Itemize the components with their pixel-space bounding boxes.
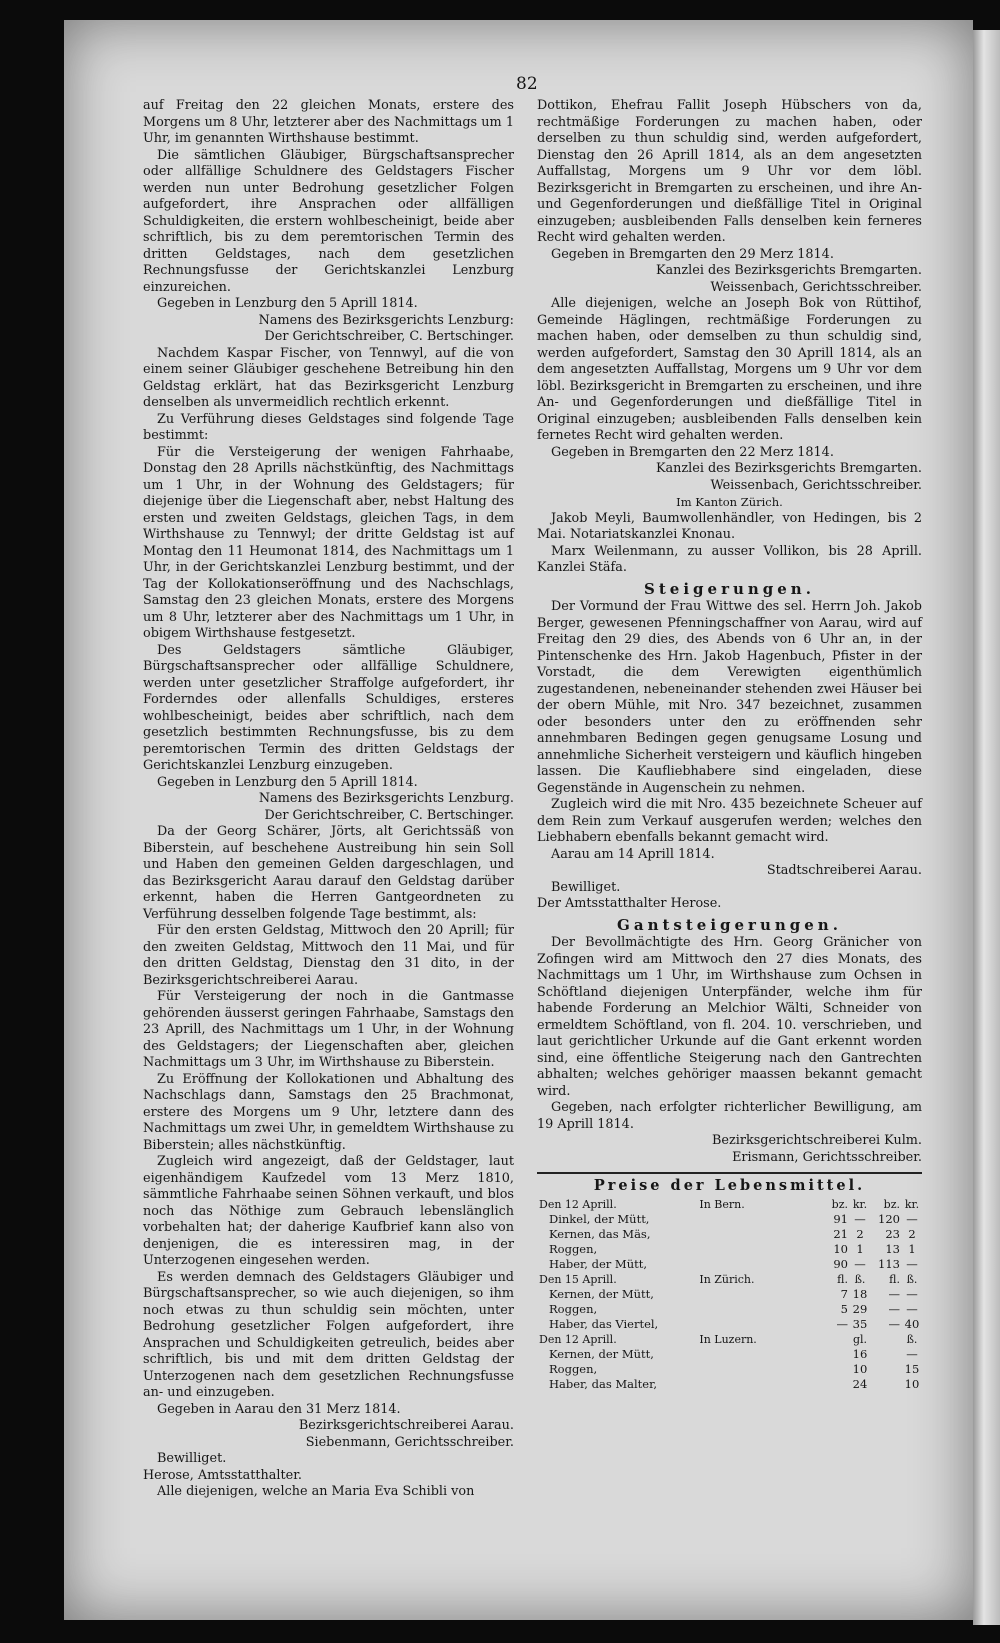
notice-3-date: Gegeben in Aarau den 31 Merz 1814.	[157, 1401, 401, 1417]
price-value: 90	[833, 1256, 848, 1271]
price-value: 1	[908, 1241, 916, 1256]
price-value: —	[906, 1286, 918, 1301]
price-item: Haber, der Mütt,	[549, 1256, 647, 1271]
zurich-entry-1: Jakob Meyli, Baumwollenhändler, von Hedingen, bis 2 Mai. Notariatskanzlei Knonau.	[537, 510, 922, 542]
steigerungen-heading: Steigerungen.	[644, 579, 815, 598]
steigerungen-official: Der Amtsstatthalter Herose.	[537, 896, 722, 911]
price-value: 29	[852, 1301, 868, 1316]
notice-2-date: Gegeben in Lenzburg den 5 Aprill 1814.	[157, 774, 418, 790]
notice-2-signature-1: Namens des Bezirksgerichts Lenzburg.	[258, 791, 514, 806]
notice-4-signature-2: Weissenbach, Gerichtsschreiber.	[710, 279, 922, 295]
price-value: —	[888, 1316, 900, 1331]
notice-3-para-4: Zu Eröffnung der Kollokationen und Abhaltung des Nachschlags dann, Samstags den 25 Brachmonat, erstere des Morgens um 9 Uhr, letztere dann des Nachmittags um zwei Uhr, in gemeldtem Wirthshause zu Biberstein; alles nächstkünftig.	[143, 1071, 514, 1153]
notice-3-approved: Bewilliget.	[157, 1451, 227, 1466]
price-item: Dinkel, der Mütt,	[549, 1211, 650, 1226]
right-column	[537, 98, 922, 1392]
prices-unit: fl.	[837, 1272, 848, 1286]
price-value: 2	[856, 1226, 864, 1241]
page-number: 82	[516, 74, 538, 94]
price-value: —	[888, 1286, 900, 1301]
next-page-edge	[973, 30, 1000, 1625]
price-value	[818, 1362, 850, 1377]
price-item: Roggen,	[549, 1361, 598, 1376]
price-value: —	[854, 1211, 866, 1226]
prices-title: Preise der Lebensmittel.	[593, 1177, 866, 1194]
price-value: 40	[904, 1316, 920, 1331]
notice-2-para-1: Nachdem Kaspar Fischer, von Tennwyl, auf die von einem seiner Gläubiger geschehene Betreibung hin den Geldstag erklärt, hat das Bezirksgericht Lenzburg denselben als unvermeidlich rechtlich erkennt.	[143, 345, 514, 410]
notice-3-para-1: Da der Georg Schärer, Jörts, alt Gerichtssäß von Biberstein, auf beschehene Austreibung hin sein Soll und Haben den gemeinen Gelden dargeschlagen, und das Bezirksgericht Aarau darauf den Geldstag darüber erkennt, haben die Herren Gantgeordneten zu Verführung desselben folgende Tage bestimmt, als:	[143, 824, 514, 922]
price-value: 10	[852, 1361, 868, 1376]
steigerungen-para-1: Der Vormund der Frau Wittwe des sel. Herrn Joh. Jakob Berger, gewesenen Pfenningschaffner von Aarau, wird auf Freitag den 29 dies, des Abends von 6 Uhr an, in der Pintenschenke des Hrn. Jakob Hagenbuch, Pfister in der Vorstadt, die dem Verewigten eigenthümlich zugestandenen, nebeneinander stehenden zwei Häuser bei der obern Mühle, mit Nro. 347 bezeichnet, zusammen oder besonders unter den zu eröffnenden sehr annehmbaren Bedingen gegen genugsame Losung und annehmliche Sicherheit versteigern und käuflich hingeben lassen. Die Kaufliebhabere sind eingeladen, diese Gegenstände in Augenschein zu nehmen.	[537, 599, 922, 796]
price-value: 10	[904, 1376, 920, 1391]
price-value	[870, 1377, 902, 1392]
prices-row	[537, 1287, 922, 1302]
notice-1-para-2: Die sämtlichen Gläubiger, Bürgschaftsansprecher oder allfällige Schuldnere des Geldstagers Fischer werden nun unter Bedrohung gesetzlicher Folgen aufgefordert, ihre Ansprachen oder allfälligen Schuldigkeiten, die erstern wohlbescheinigt, beide aber schriftlich, bis zu dem peremtorischen Termin des dritten Geldstages, nach dem gesetzlichen Rechnungsfusse der Gerichtskanzlei Lenzburg einzureichen.	[143, 147, 514, 295]
gantsteigerungen-signature-2: Erismann, Gerichtsschreiber.	[732, 1149, 922, 1165]
price-item: Haber, das Viertel,	[549, 1316, 659, 1331]
prices-unit: kr.	[904, 1197, 920, 1211]
prices-city: In Bern.	[699, 1197, 745, 1211]
prices-row	[537, 1302, 922, 1317]
price-item: Kernen, der Mütt,	[549, 1286, 654, 1301]
price-value: —	[854, 1256, 866, 1271]
prices-date: Den 15 Aprill.	[539, 1272, 617, 1286]
prices-row	[537, 1377, 922, 1392]
notice-3-para-5: Zugleich wird angezeigt, daß der Geldstager, laut eigenhändigem Kaufzedel vom 13 Merz 1810, sämmtliche Fahrhaabe seinen Söhnen verkauft, und blos noch das Nöthige zum Gebrauch lebenslänglich vorbehalten hat; der daherige Kaufbrief kann also von denjenigen, die es interessiren mag, in der Unterzogenen eingesehen werden.	[143, 1154, 514, 1268]
price-value: 21	[833, 1226, 848, 1241]
prices-divider	[537, 1172, 922, 1174]
prices-row	[537, 1257, 922, 1272]
price-value: 35	[852, 1316, 868, 1331]
price-item: Kernen, der Mütt,	[549, 1346, 654, 1361]
price-value: 13	[885, 1241, 900, 1256]
left-column	[143, 98, 514, 1501]
notice-4-start: Alle diejenigen, welche an Maria Eva Schibli von	[157, 1484, 475, 1499]
prices-row	[537, 1347, 922, 1362]
price-item: Kernen, das Mäs,	[549, 1226, 651, 1241]
price-value: 10	[833, 1241, 848, 1256]
price-value: 113	[878, 1256, 900, 1271]
prices-table	[537, 1197, 922, 1392]
gantsteigerungen-heading: Gantsteigerungen.	[617, 915, 842, 934]
notice-2-signature-2: Der Gerichtschreiber, C. Bertschinger.	[264, 807, 514, 823]
price-value: 2	[908, 1226, 916, 1241]
price-value	[818, 1347, 850, 1362]
notice-4-date: Gegeben in Bremgarten den 29 Merz 1814.	[551, 246, 834, 262]
steigerungen-signature: Stadtschreiberei Aarau.	[766, 863, 922, 878]
notice-4-signature-1: Kanzlei des Bezirksgerichts Bremgarten.	[655, 263, 922, 278]
gantsteigerungen-signature-1: Bezirksgerichtschreiberei Kulm.	[712, 1133, 922, 1148]
prices-date: Den 12 Aprill.	[539, 1332, 617, 1346]
prices-unit: kr.	[852, 1197, 868, 1211]
price-value: —	[836, 1316, 848, 1331]
price-value: 18	[852, 1286, 868, 1301]
prices-row	[537, 1362, 922, 1377]
price-item: Roggen,	[549, 1301, 598, 1316]
notice-1-date: Gegeben in Lenzburg den 5 Aprill 1814.	[157, 296, 418, 311]
prices-unit: bz.	[883, 1197, 900, 1211]
price-value: 5	[840, 1301, 848, 1316]
notice-5-date: Gegeben in Bremgarten den 22 Merz 1814.	[551, 444, 834, 460]
price-value: —	[906, 1346, 918, 1361]
steigerungen-approved: Bewilliget.	[551, 879, 621, 895]
prices-group-header	[537, 1272, 922, 1287]
notice-1-para-1: auf Freitag den 22 gleichen Monats, erstere des Morgens um 8 Uhr, letzterer aber des Nachmittags um 1 Uhr, im genannten Wirthshause bestimmt.	[143, 98, 514, 146]
prices-row	[537, 1227, 922, 1242]
price-value: 1	[856, 1241, 864, 1256]
notice-2-para-3: Für die Versteigerung der wenigen Fahrhaabe, Donstag den 28 Aprills nächstkünftig, des Nachmittags um 1 Uhr, in der Wohnung des Geldstagers; für diejenige über die Liegenschaft aber, nebst Haltung des ersten und zweiten Geldstags, gleichen Tags, in dem Wirthshause zu Tennwyl; der dritte Geldstag ist auf Montag den 11 Heumonat 1814, des Nachmittags um 1 Uhr, in der Gerichtskanzlei Lenzburg bestimmt, und der Tag der Kollokationseröffnung und des Nachschlags, Samstag den 23 gleichen Monats, erstere des Morgens um 8 Uhr, letzterer aber des Nachmittags um 1 Uhr, in obigem Wirthshause festgesetzt.	[143, 444, 514, 641]
notice-3-para-6: Es werden demnach des Geldstagers Gläubiger und Bürgschaftsansprecher, so wie auch diejenigen, so ihm noch etwas zu thun schuldig sein möchten, unter Bedrohung gesetzlicher Folgen aufgefordert, ihre Ansprachen und Schuldigkeiten getreulich, beides aber schriftlich, bis und mit dem dritten Geldstag der Unterzogenen nach dem gesetzlichen Rechnungsfusse an- und einzugeben.	[143, 1269, 514, 1400]
price-item: Roggen,	[549, 1241, 598, 1256]
notice-5-signature-1: Kanzlei des Bezirksgerichts Bremgarten.	[655, 461, 922, 476]
prices-group-header	[537, 1197, 922, 1212]
prices-unit	[870, 1332, 902, 1347]
price-value	[870, 1347, 902, 1362]
zurich-entry-2: Marx Weilenmann, zu ausser Vollikon, bis 28 Aprill. Kanzlei Stäfa.	[537, 543, 922, 575]
steigerungen-date: Aarau am 14 Aprill 1814.	[551, 846, 715, 862]
steigerungen-para-2: Zugleich wird die mit Nro. 435 bezeichnete Scheuer auf dem Rein zum Verkauf ausgerufen werden; welches den Liebhabern ebenfalls bekannt gemacht wird.	[537, 797, 922, 845]
notice-1-signature-1: Namens des Bezirksgerichts Lenzburg:	[258, 312, 514, 328]
gantsteigerungen-para-2: Gegeben, nach erfolgter richterlicher Bewilligung, am 19 Aprill 1814.	[537, 1100, 922, 1132]
prices-row	[537, 1212, 922, 1227]
price-value: 23	[885, 1226, 900, 1241]
notice-4-text: Dottikon, Ehefrau Fallit Joseph Hübschers von da, rechtmäßige Forderungen zu machen haben, oder derselben zu thun schuldig sind, werden aufgefordert, Dienstag den 26 Aprill 1814, als an dem angesetzten Auffallstag, Morgens um 9 Uhr vor dem löbl. Bezirksgericht in Bremgarten zu erscheinen, und ihre An- und Gegenforderungen und dießfällige Titel in Original einzugeben; ausbleibenden Falls denselben kein ferneres Recht wird gehalten werden.	[537, 98, 922, 245]
notice-1-signature-2: Der Gerichtschreiber, C. Bertschinger.	[264, 329, 514, 344]
price-value: 16	[852, 1346, 868, 1361]
price-item: Haber, das Malter,	[549, 1376, 657, 1391]
price-value	[870, 1362, 902, 1377]
prices-city: In Luzern.	[699, 1332, 757, 1346]
price-value: 15	[904, 1361, 920, 1376]
notice-3-signature-1: Bezirksgerichtschreiberei Aarau.	[298, 1418, 514, 1433]
notice-2-para-2: Zu Verführung dieses Geldstages sind folgende Tage bestimmt:	[143, 411, 514, 443]
notice-3-official: Herose, Amtsstatthalter.	[143, 1467, 302, 1483]
prices-unit: ß.	[906, 1332, 918, 1346]
price-value: —	[906, 1211, 918, 1226]
notice-3-para-2: Für den ersten Geldstag, Mittwoch den 20 Aprill; für den zweiten Geldstag, Mittwoch den 11 Mai, und für den dritten Geldstag, Dienstag den 31 dito, in der Bezirksgerichtschreiberei Aarau.	[143, 923, 514, 988]
prices-unit	[818, 1332, 850, 1347]
price-value: 120	[878, 1211, 900, 1226]
price-value: —	[906, 1256, 918, 1271]
price-value	[818, 1377, 850, 1392]
price-value: 7	[840, 1286, 848, 1301]
zurich-heading: Im Kanton Zürich.	[676, 495, 783, 509]
prices-group-header	[537, 1332, 922, 1347]
prices-unit: ß.	[906, 1272, 918, 1286]
prices-date: Den 12 Aprill.	[539, 1197, 617, 1211]
prices-row	[537, 1317, 922, 1332]
prices-unit: bz.	[831, 1197, 848, 1211]
prices-city: In Zürich.	[699, 1272, 755, 1286]
prices-unit: gl.	[852, 1332, 868, 1346]
notice-2-para-4: Des Geldstagers sämtliche Gläubiger, Bürgschaftsansprecher oder allfällige Schuldnere, werden unter gesetzlicher Straffolge aufgefordert, ihr Forderndes oder allenfalls Schuldiges, ersteres wohlbescheinigt, beides aber schriftlich, nach dem gesetzlich bestimmten Rechnungsfusse, bis zu dem peremtorischen Termin des dritten Geldstags der Gerichtskanzlei Lenzburg einzugeben.	[143, 642, 514, 773]
notice-5-signature-2: Weissenbach, Gerichtsschreiber.	[710, 477, 922, 493]
price-value: —	[906, 1301, 918, 1316]
notice-5-text: Alle diejenigen, welche an Joseph Bok von Rüttihof, Gemeinde Häglingen, rechtmäßige Forderungen zu machen haben, oder demselben zu thun schuldig sind, werden aufgefordert, Samstag den 30 Aprill 1814, als an dem angesetzten Auffallstag, Morgens um 9 Uhr vor dem löbl. Bezirksgericht in Bremgarten zu erscheinen, und ihre An- und Gegenforderungen und dießfällige Titel in Original einzugeben; ausbleibenden Falls denselben kein fernetes Recht wird gehalten werden.	[537, 296, 922, 443]
price-value: 91	[833, 1211, 848, 1226]
notice-3-para-3: Für Versteigerung der noch in die Gantmasse gehörenden äusserst geringen Fahrhaabe, Samstags den 23 Aprill, des Nachmittags um 1 Uhr, in der Wohnung des Geldstagers; der Liegenschaften aber, gleichen Nachmittags um 3 Uhr, im Wirthshause zu Biberstein.	[143, 989, 514, 1070]
prices-unit: ß.	[854, 1272, 866, 1286]
notice-3-signature-2: Siebenmann, Gerichtsschreiber.	[305, 1434, 514, 1450]
prices-unit: fl.	[889, 1272, 900, 1286]
price-value: 24	[852, 1376, 868, 1391]
price-value: —	[888, 1301, 900, 1316]
gantsteigerungen-para-1: Der Bevollmächtigte des Hrn. Georg Gränicher von Zofingen wird am Mittwoch den 27 dies Monats, des Nachmittags um 1 Uhr, im Wirthshause zum Ochsen in Schöftland diejenigen Unterpfänder, welche ihm für habende Forderung an Melchior Wälti, Schneider von ermeldtem Schöftland, von fl. 204. 10. verschrieben, und laut gerichtlicher Urkunde auf die Gant erkennt worden sind, eine öffentliche Steigerung nach den Gantrechten abhalten; welches gehöriger maassen bekannt gemacht wird.	[537, 935, 922, 1099]
prices-row	[537, 1242, 922, 1257]
